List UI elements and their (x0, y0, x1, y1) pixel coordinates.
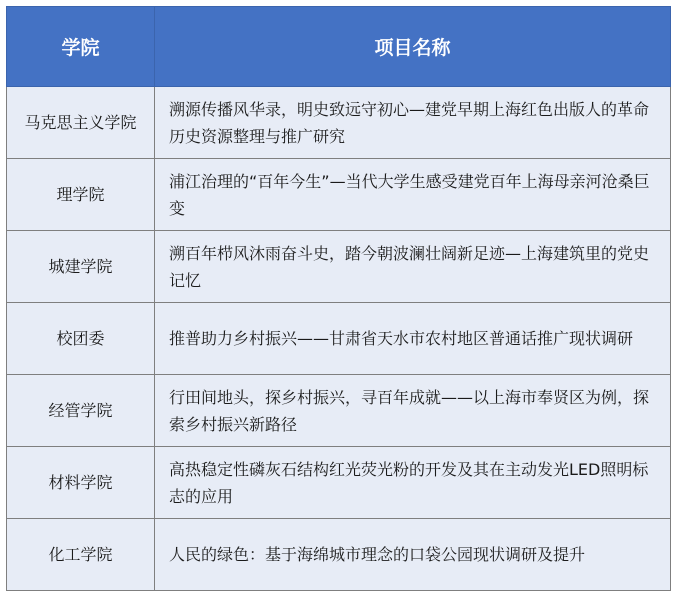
college-cell: 校团委 (7, 303, 155, 375)
table-row (7, 87, 671, 159)
project-cell: 溯源传播风华录，明史致远守初心—建党早期上海红色出版人的革命历史资源整理与推广研究 (155, 87, 671, 159)
project-cell: 浦江治理的“百年今生”—当代大学生感受建党百年上海母亲河沧桑巨变 (155, 159, 671, 231)
college-cell: 马克思主义学院 (7, 87, 155, 159)
project-cell: 溯百年栉风沐雨奋斗史，踏今朝波澜壮阔新足迹—上海建筑里的党史记忆 (155, 231, 671, 303)
college-cell: 材料学院 (7, 447, 155, 519)
college-cell: 经管学院 (7, 375, 155, 447)
project-cell: 行田间地头，探乡村振兴，寻百年成就——以上海市奉贤区为例，探索乡村振兴新路径 (155, 375, 671, 447)
college-cell: 城建学院 (7, 231, 155, 303)
project-cell: 高热稳定性磷灰石结构红光荧光粉的开发及其在主动发光LED照明标志的应用 (155, 447, 671, 519)
projects-table (6, 6, 671, 591)
project-cell: 人民的绿色：基于海绵城市理念的口袋公园现状调研及提升 (155, 519, 671, 591)
table-row (7, 231, 671, 303)
table-row (7, 159, 671, 231)
table-row (7, 447, 671, 519)
table-row (7, 519, 671, 591)
project-cell: 推普助力乡村振兴——甘肃省天水市农村地区普通话推广现状调研 (155, 303, 671, 375)
table-row (7, 303, 671, 375)
column-header-project: 项目名称 (155, 7, 671, 87)
table-header-row (7, 7, 671, 87)
college-cell: 化工学院 (7, 519, 155, 591)
column-header-college: 学院 (7, 7, 155, 87)
college-cell: 理学院 (7, 159, 155, 231)
table-row (7, 375, 671, 447)
